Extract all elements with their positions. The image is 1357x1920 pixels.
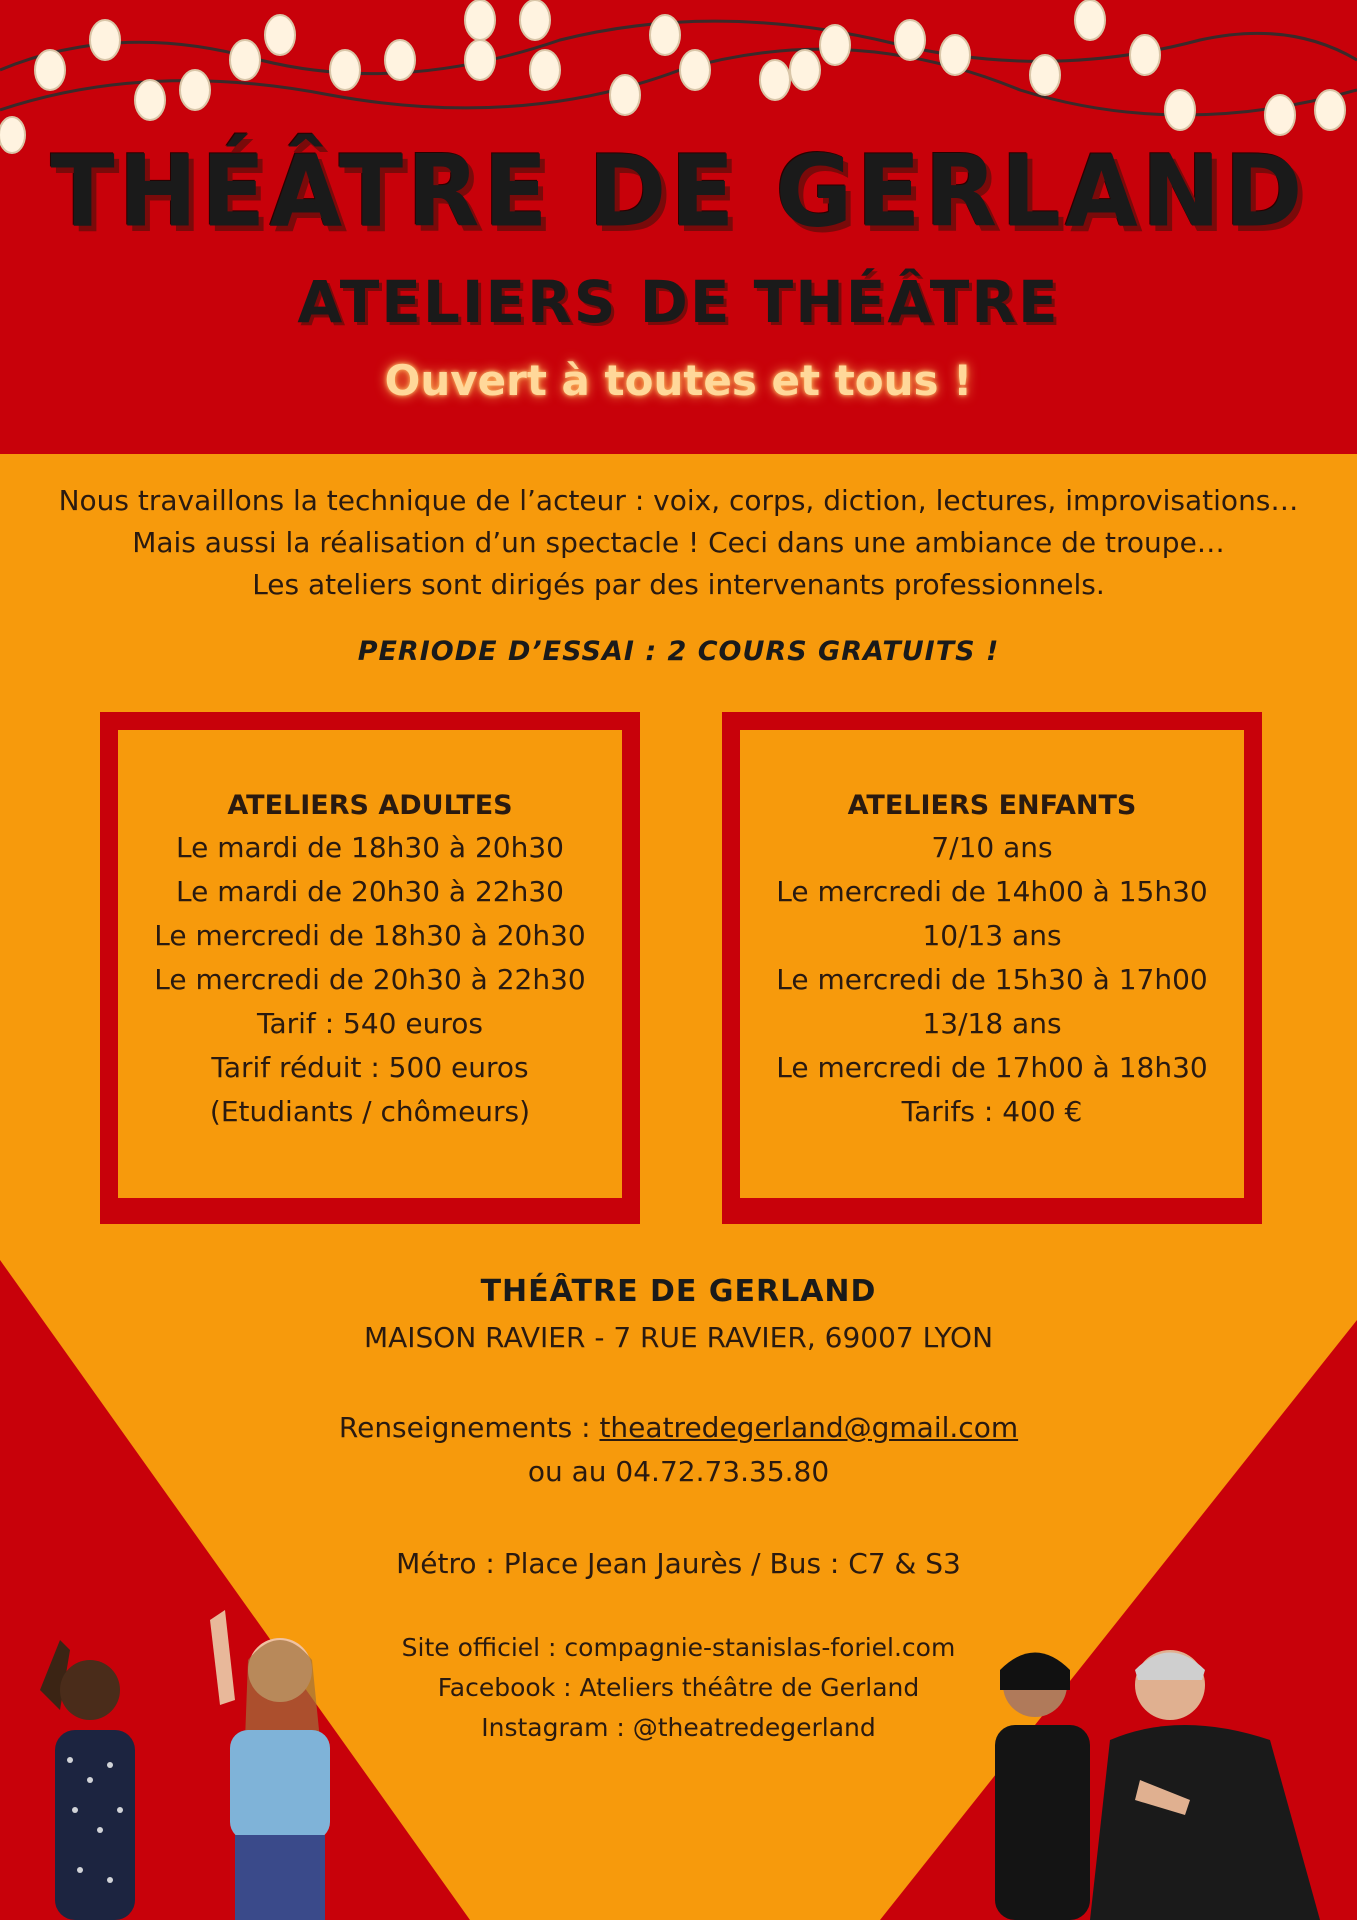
intro-line: Mais aussi la réalisation d’un spectacle ! Ceci dans une ambiance de troupe… bbox=[132, 526, 1225, 559]
adult-actors-photo bbox=[940, 1630, 1357, 1920]
subtitle: ATELIERS DE THÉÂTRE bbox=[297, 268, 1060, 336]
kids-card-line: 13/18 ans bbox=[922, 1007, 1062, 1040]
contact-phone: ou au 04.72.73.35.80 bbox=[527, 1455, 830, 1488]
kids-workshop-card bbox=[722, 712, 1262, 1224]
venue-block bbox=[0, 1268, 1357, 1360]
tagline: Ouvert à toutes et tous ! bbox=[384, 356, 973, 405]
contact-block bbox=[0, 1406, 1357, 1494]
adults-card-line: Tarif : 540 euros bbox=[257, 1007, 483, 1040]
adults-card-line: Le mercredi de 18h30 à 20h30 bbox=[154, 919, 586, 952]
adults-card-line: Tarif réduit : 500 euros bbox=[211, 1051, 529, 1084]
adults-card-line: (Etudiants / chômeurs) bbox=[209, 1095, 531, 1128]
venue-address: MAISON RAVIER - 7 RUE RAVIER, 69007 LYON bbox=[363, 1321, 994, 1354]
kids-card-title: ATELIERS ENFANTS bbox=[847, 790, 1137, 821]
children-actors-photo bbox=[0, 1580, 390, 1920]
instagram-link[interactable]: Instagram : @theatredegerland bbox=[481, 1713, 876, 1742]
adults-card-line: Le mardi de 18h30 à 20h30 bbox=[175, 831, 564, 864]
adults-card-line: Le mardi de 20h30 à 22h30 bbox=[175, 875, 564, 908]
intro-line: Les ateliers sont dirigés par des intervenants professionnels. bbox=[252, 568, 1105, 601]
adults-card-line: Le mercredi de 20h30 à 22h30 bbox=[154, 963, 586, 996]
venue-name: THÉÂTRE DE GERLAND bbox=[480, 1274, 877, 1309]
trial-period-banner: PERIODE D’ESSAI : 2 COURS GRATUITS ! bbox=[357, 636, 1000, 667]
intro-paragraph bbox=[30, 480, 1327, 606]
intro-line: Nous travaillons la technique de l’acteur : voix, corps, diction, lectures, improvisations… bbox=[58, 484, 1299, 517]
kids-card-line: Le mercredi de 17h00 à 18h30 bbox=[776, 1051, 1208, 1084]
kids-card-line: 10/13 ans bbox=[922, 919, 1062, 952]
main-title: THÉÂTRE DE GERLAND bbox=[50, 135, 1307, 250]
kids-card-line: Tarifs : 400 € bbox=[901, 1095, 1083, 1128]
kids-card-line: Le mercredi de 14h00 à 15h30 bbox=[776, 875, 1208, 908]
kids-card-line: 7/10 ans bbox=[931, 831, 1053, 864]
adults-card-title: ATELIERS ADULTES bbox=[227, 790, 513, 821]
kids-card-line: Le mercredi de 15h30 à 17h00 bbox=[776, 963, 1208, 996]
facebook-link[interactable]: Facebook : Ateliers théâtre de Gerland bbox=[437, 1673, 920, 1702]
official-site-link[interactable]: Site officiel : compagnie-stanislas-foriel.com bbox=[401, 1633, 956, 1662]
contact-label: Renseignements : bbox=[338, 1411, 600, 1444]
contact-email-line bbox=[0, 1406, 1357, 1450]
email-link[interactable]: theatredegerland@gmail.com bbox=[599, 1411, 1019, 1444]
adults-workshop-card bbox=[100, 712, 640, 1224]
transport-info: Métro : Place Jean Jaurès / Bus : C7 & S3 bbox=[396, 1547, 961, 1580]
